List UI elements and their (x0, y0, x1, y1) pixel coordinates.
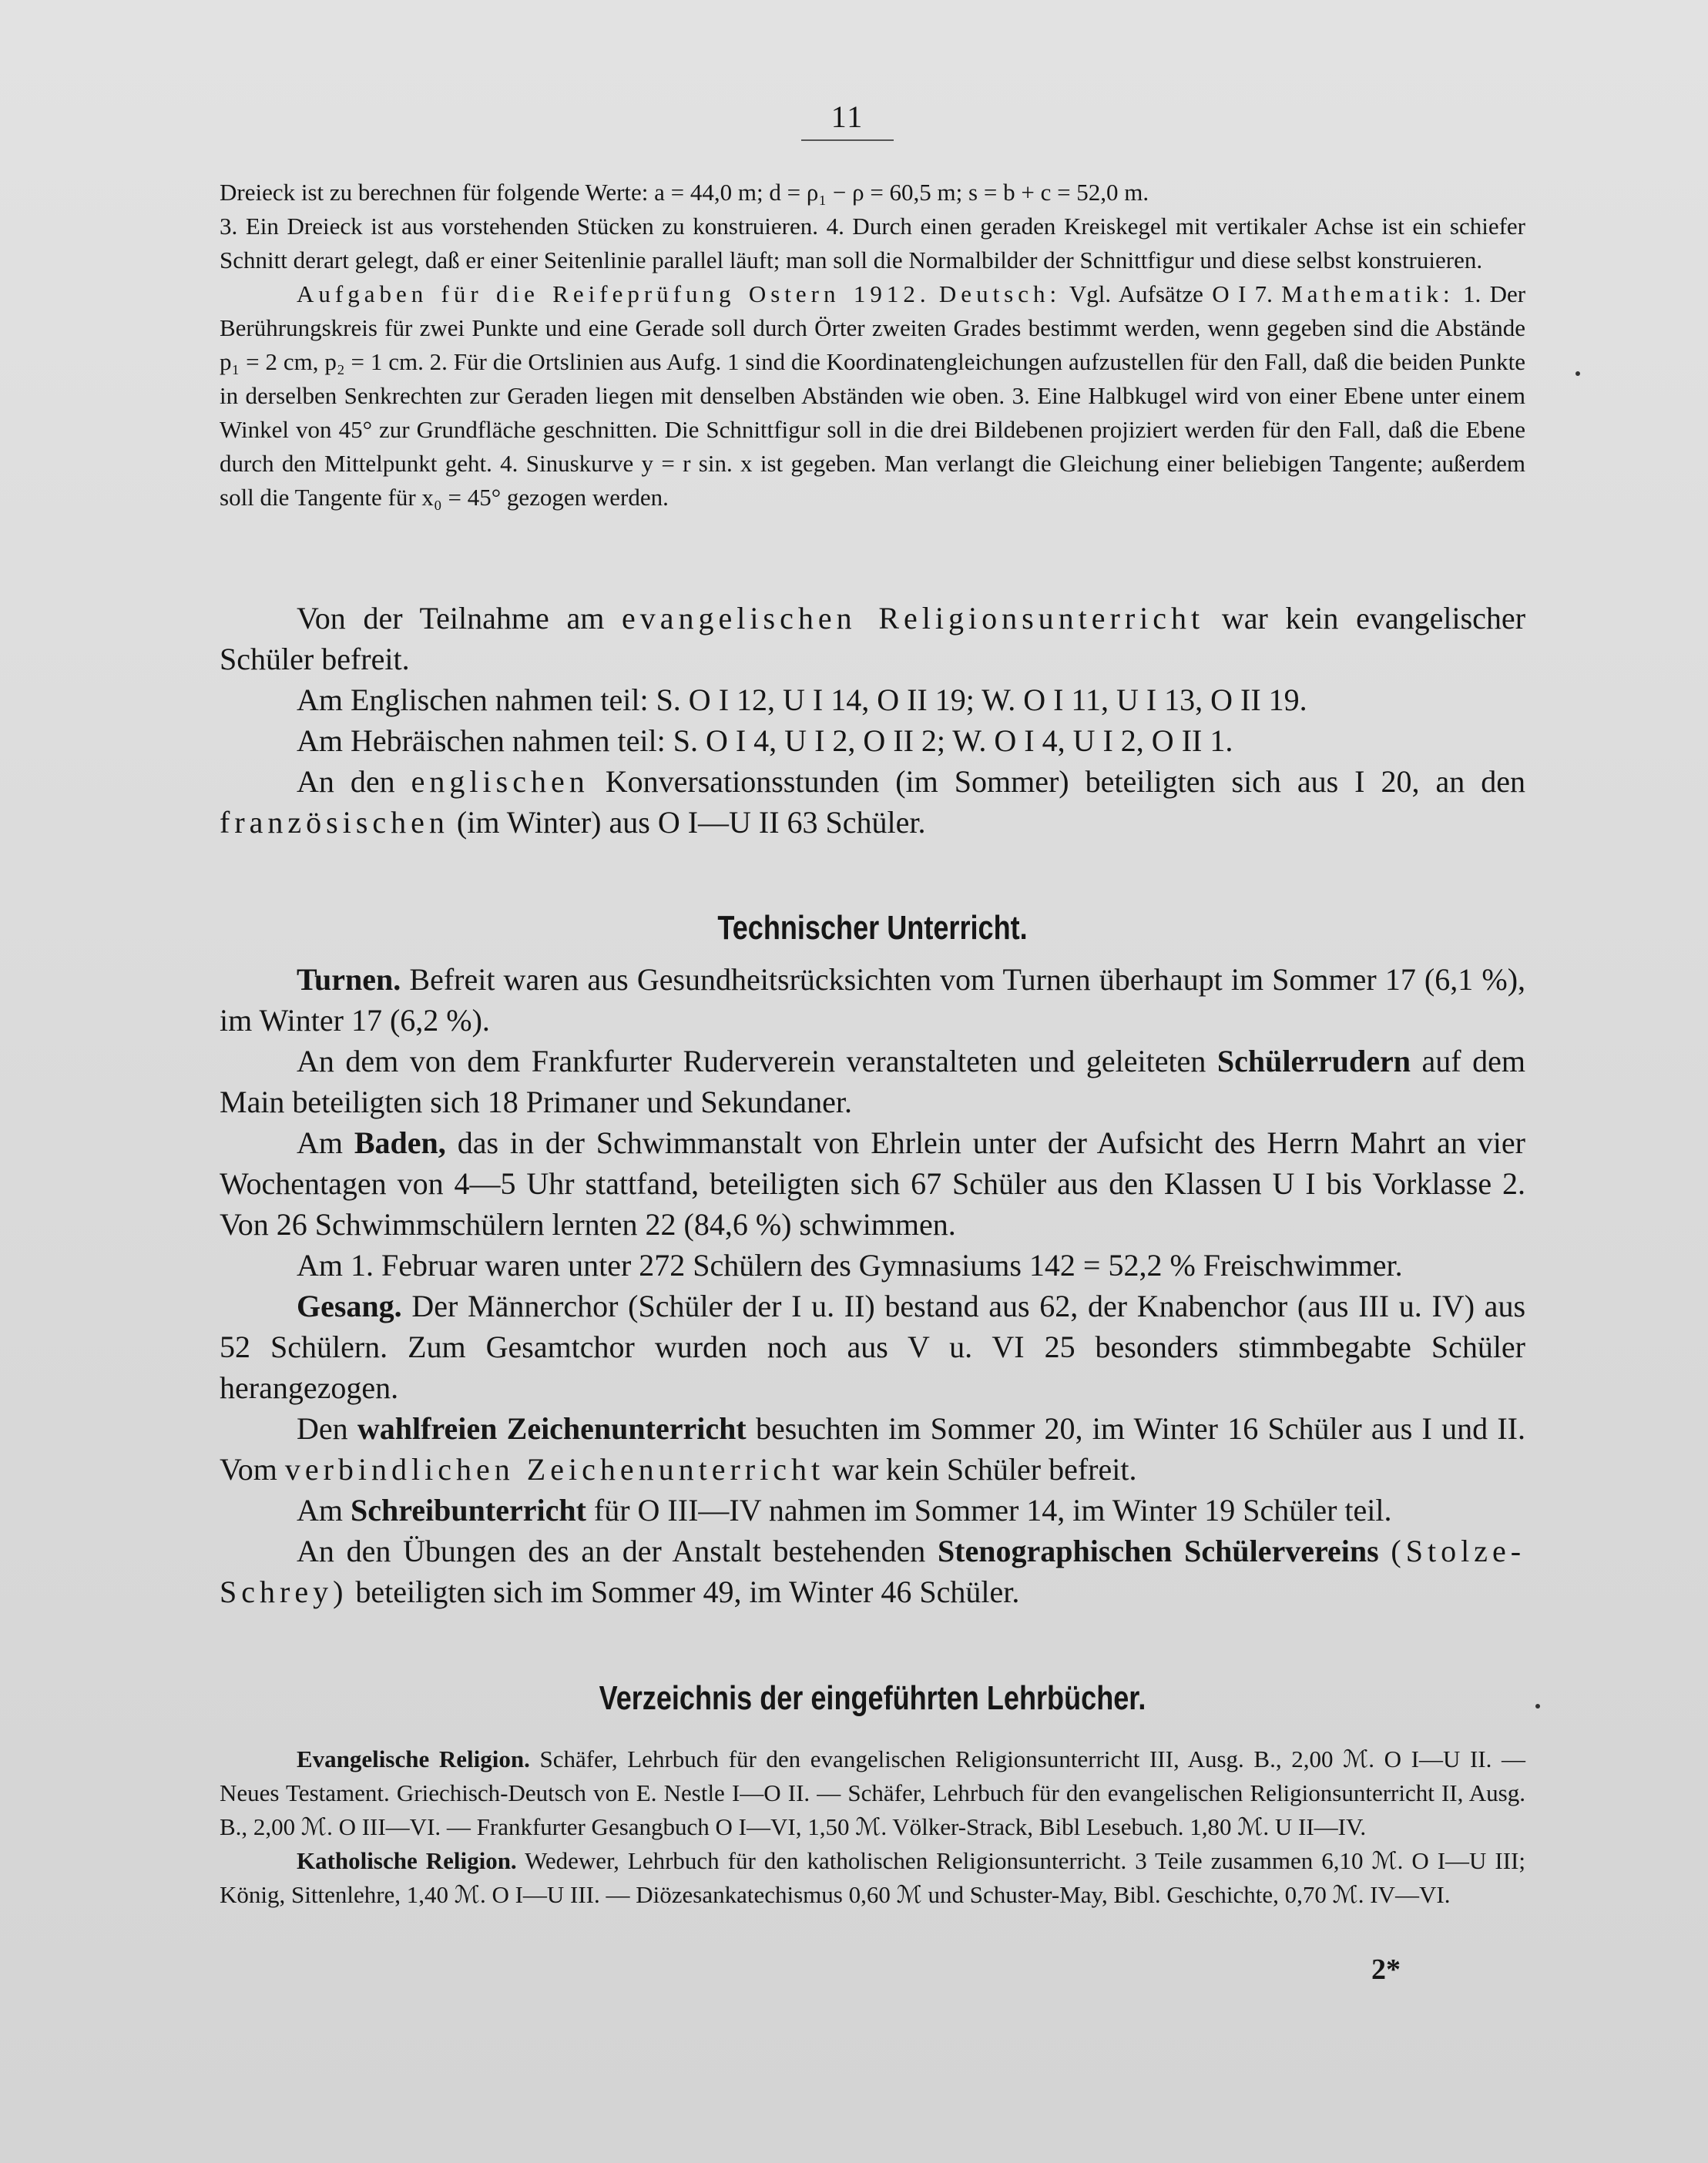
gesang-label: Gesang. (297, 1289, 402, 1323)
steno-pre: An den Übungen des an der Anstalt bestehenden (297, 1534, 926, 1568)
mathematik-text: 1. Der Berührungskreis für zwei Punkte und eine Gerade soll durch Örter zweiten Grades bestimmt werden, wenn gegeben sind die Abstände p₁ = 2 cm, p₂ = 1 cm. 2. Für die Ortslinien aus Aufg. 1 sind die Koordinatengleichungen aufzustellen für den Fall, daß die beiden Punkte in derselben Senkrechten zur Geraden liegen mit denselben Abständen wie oben. 3. Eine Halbkugel wird von einer Ebene unter einem Winkel von 45° zur Grundfläche geschnitten. Die Schnittfigur soll in die drei Bildebenen projiziert werden für den Fall, daß die Ebene durch den Mittelpunkt geht. 4. Sinuskurve y = r sin. x ist gegeben. Man verlangt die Gleichung einer beliebigen Tangente; außerdem soll die Tangente für x₀ = 45° gezogen werden. (220, 280, 1526, 511)
rudern-pre: An dem von dem Frankfurter Ruderverein veranstalteten und geleiteten (297, 1044, 1206, 1078)
rudern-paragraph (220, 1041, 1525, 1122)
gesang-paragraph (220, 1286, 1525, 1408)
steno-bold: Stenographischen Schülervereins (937, 1534, 1379, 1568)
religion-paragraph (220, 598, 1525, 679)
schreiben-pre: Am (297, 1493, 343, 1528)
general-block (220, 598, 1525, 843)
turnen-label: Turnen. (297, 962, 401, 997)
religion-spaced: evangelischen Religionsunterricht (622, 601, 1205, 635)
zeichnen-mid: besuchten im Sommer 20, im Winter 16 Schüler aus I und II. Vom (220, 1411, 1526, 1487)
rudern-bold: Schülerrudern (1216, 1044, 1411, 1078)
baden-paragraph (220, 1122, 1525, 1245)
page-number: 11 (801, 99, 894, 141)
kath-religion-label: Katholische Religion. (297, 1847, 517, 1874)
ev-religion-paragraph (220, 1742, 1525, 1844)
technical-block (220, 959, 1525, 1612)
konversation-paragraph (220, 761, 1525, 843)
baden-bold: Baden, (354, 1125, 446, 1160)
kath-religion-text: Wedewer, Lehrbuch für den katholischen Religionsunterricht. 3 Teile zusammen 6,10 ℳ. O I—U III; König, Sittenlehre, 1,40 ℳ. O I—U III. — Diözesankatechismus 0,60 ℳ und Schuster-May, Bibl. Geschichte, 0,70 ℳ. IV—VI. (220, 1847, 1525, 1908)
religion-post: war kein evangelischer Schüler befreit. (220, 601, 1526, 676)
speck-mark (1575, 371, 1580, 376)
lehrbuecher-heading: Verzeichnis der eingeführten Lehrbücher. (599, 1679, 1146, 1717)
steno-post: beteiligten sich im Sommer 49, im Winter 46 Schüler. (355, 1574, 1020, 1609)
hebraeisch-line: Am Hebräischen nahmen teil: S. O I 4, U I 2, O II 2; W. O I 4, U I 2, O II 1. (297, 723, 1233, 758)
ev-religion-text: Schäfer, Lehrbuch für den evangelischen Religionsunterricht III, Ausg. B., 2,00 ℳ. O I—U II. — Neues Testament. Griechisch-Deutsch von E. Nestle I—O II. — Schäfer, Lehrbuch für den evangelischen Religionsunterricht II, Ausg. B., 2,00 ℳ. O III—VI. — Frankfurter Gesangbuch O I—VI, 1,50 ℳ. Völker-Strack, Bibl Lesebuch. 1,80 ℳ. U II—IV. (220, 1745, 1525, 1840)
konversation-franz: französischen (220, 805, 449, 840)
zeichnen-pre: Den (297, 1411, 348, 1446)
lehrbuecher-block (220, 1742, 1525, 1912)
turnen-paragraph (220, 959, 1525, 1041)
konversation-pre: An den (297, 764, 395, 799)
rudern-post: auf dem Main beteiligten sich 18 Primaner und Sekundaner. (220, 1044, 1526, 1119)
baden-post: das in der Schwimmanstalt von Ehrlein unter der Aufsicht des Herrn Mahrt an vier Wochentagen von 4—5 Uhr stattfand, beteiligten sich 67 Schüler aus den Klassen U I bis Vorklasse 2. Von 26 Schwimmschülern lernten 22 (84,6 %) schwimmen. (220, 1125, 1525, 1242)
reifepruefung-paragraph (220, 277, 1525, 515)
konversation-englisch: englischen (411, 764, 589, 799)
deutsch-label: Deutsch: (938, 280, 1062, 307)
technischer-unterricht-heading: Technischer Unterricht. (717, 909, 1028, 947)
gesang-text: Der Männerchor (Schüler der I u. II) bestand aus 62, der Knabenchor (aus III u. IV) aus 52 Schülern. Zum Gesamtchor wurden noch aus V u. VI 25 besonders stimmbegabte Schüler herangezogen. (220, 1289, 1526, 1405)
deutsch-text: Vgl. Aufsätze O I 7. (1069, 280, 1273, 307)
zeichnen-bold: wahlfreien Zeichenunterricht (357, 1411, 747, 1446)
schreiben-post: für O III—IV nahmen im Sommer 14, im Winter 19 Schüler teil. (593, 1493, 1392, 1528)
mathematik-label: Mathematik: (1281, 280, 1455, 307)
schreiben-paragraph (220, 1490, 1525, 1531)
problem-block (220, 176, 1525, 515)
steno-paragraph (220, 1531, 1525, 1612)
baden-pre: Am (297, 1125, 343, 1160)
konversation-post: (im Winter) aus O I—U II 63 Schüler. (456, 805, 926, 840)
problem-text: 3. Ein Dreieck ist aus vorstehenden Stücken zu konstruieren. 4. Durch einen geraden Kreiskegel mit vertikaler Achse ist ein schiefer Schnitt derart gelegt, daß er einer Seitenlinie parallel läuft; man soll die Normalbilder der Schnittfigur und diese selbst konstruieren. (220, 213, 1525, 273)
signature-mark: 2* (1371, 1953, 1401, 1986)
speck-mark (1535, 1704, 1540, 1709)
reifepruefung-heading: Aufgaben für die Reifeprüfung Ostern 1912. (297, 280, 931, 307)
steno-spaced: (Stolze-Schrey) (220, 1534, 1526, 1609)
religion-pre: Von der Teilnahme am (297, 601, 605, 635)
problem-line: Dreieck ist zu berechnen für folgende Werte: a = 44,0 m; d = ρ₁ − ρ = 60,5 m; s = b + c = 52,0 m. (220, 179, 1149, 206)
kath-religion-paragraph (220, 1844, 1525, 1912)
zeichnen-spaced: verbindlichen Zeichenunterricht (284, 1452, 825, 1487)
februar-line: Am 1. Februar waren unter 272 Schülern des Gymnasiums 142 = 52,2 % Freischwimmer. (297, 1248, 1403, 1283)
zeichnen-post: war kein Schüler befreit. (832, 1452, 1137, 1487)
zeichnen-paragraph (220, 1408, 1525, 1490)
schreiben-bold: Schreibunterricht (351, 1493, 586, 1528)
konversation-mid: Konversationsstunden (im Sommer) beteiligten sich aus I 20, an den (605, 764, 1525, 799)
ev-religion-label: Evangelische Religion. (297, 1745, 530, 1772)
englisch-line: Am Englischen nahmen teil: S. O I 12, U I 14, O II 19; W. O I 11, U I 13, O II 19. (297, 682, 1307, 717)
turnen-text: Befreit waren aus Gesundheitsrücksichten vom Turnen überhaupt im Sommer 17 (6,1 %), im Winter 17 (6,2 %). (220, 962, 1526, 1038)
